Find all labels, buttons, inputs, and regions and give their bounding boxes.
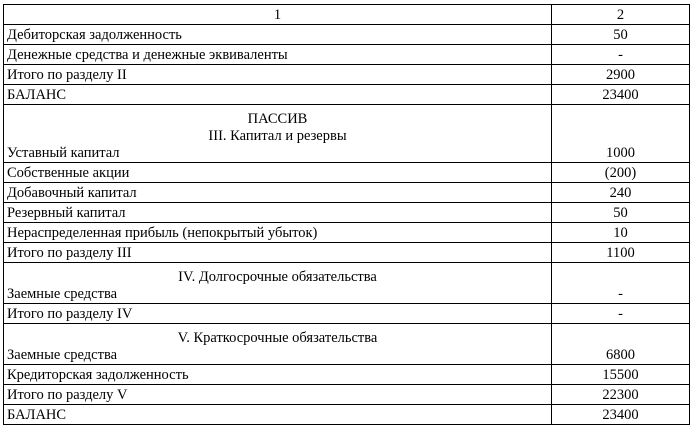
- table-row: [4, 365, 690, 385]
- section-5-header-cell: [4, 324, 552, 365]
- row-label: Собственные акции: [4, 163, 552, 183]
- table-row: [4, 65, 690, 85]
- row-value: 15500: [552, 365, 690, 385]
- row-value: -: [552, 263, 690, 304]
- row-value: 1000: [552, 105, 690, 163]
- row-value: (200): [552, 163, 690, 183]
- table-row: [4, 183, 690, 203]
- header-col-2: 2: [552, 5, 690, 25]
- section-4-header-row: [4, 263, 690, 304]
- header-col-1: 1: [4, 5, 552, 25]
- passive-header-cell: [4, 105, 552, 163]
- row-value: 50: [552, 25, 690, 45]
- table-row: [4, 85, 690, 105]
- row-label: Добавочный капитал: [4, 183, 552, 203]
- row-value: 6800: [552, 324, 690, 365]
- row-value: -: [552, 304, 690, 324]
- row-label: Резервный капитал: [4, 203, 552, 223]
- row-label: БАЛАНС: [4, 85, 552, 105]
- row-value: 10: [552, 223, 690, 243]
- row-value: 22300: [552, 385, 690, 405]
- row-value: 240: [552, 183, 690, 203]
- row-value: 23400: [552, 85, 690, 105]
- table-row: [4, 203, 690, 223]
- section-4-title: IV. Долгосрочные обязательства: [178, 269, 377, 285]
- row-label: БАЛАНС: [4, 405, 552, 425]
- row-label: Кредиторская задолженность: [4, 365, 552, 385]
- table-row: [4, 25, 690, 45]
- row-value: 2900: [552, 65, 690, 85]
- row-value: 23400: [552, 405, 690, 425]
- table-row: [4, 223, 690, 243]
- table-row: [4, 243, 690, 263]
- row-label: Итого по разделу IV: [4, 304, 552, 324]
- row-label: Уставный капитал: [7, 145, 120, 161]
- row-value: 50: [552, 203, 690, 223]
- row-label: Итого по разделу III: [4, 243, 552, 263]
- balance-sheet-table: [3, 4, 690, 425]
- row-label: Заемные средства: [7, 347, 118, 363]
- header-row: [4, 5, 690, 25]
- table-row: [4, 45, 690, 65]
- row-label: Итого по разделу II: [4, 65, 552, 85]
- section-5-header-row: [4, 324, 690, 365]
- section-3-title: III. Капитал и резервы: [208, 128, 347, 144]
- table-row: [4, 405, 690, 425]
- row-label: Нераспределенная прибыль (непокрытый убыток): [4, 223, 552, 243]
- section-5-title: V. Краткосрочные обязательства: [177, 330, 378, 346]
- table-row: [4, 385, 690, 405]
- row-value: -: [552, 45, 690, 65]
- passive-header-row: [4, 105, 690, 163]
- table-row: [4, 163, 690, 183]
- section-4-header-cell: [4, 263, 552, 304]
- row-label: Дебиторская задолженность: [4, 25, 552, 45]
- passive-title: ПАССИВ: [247, 111, 308, 127]
- row-value: 1100: [552, 243, 690, 263]
- table-row: [4, 304, 690, 324]
- row-label: Заемные средства: [7, 286, 118, 302]
- row-label: Итого по разделу V: [4, 385, 552, 405]
- row-label: Денежные средства и денежные эквиваленты: [4, 45, 552, 65]
